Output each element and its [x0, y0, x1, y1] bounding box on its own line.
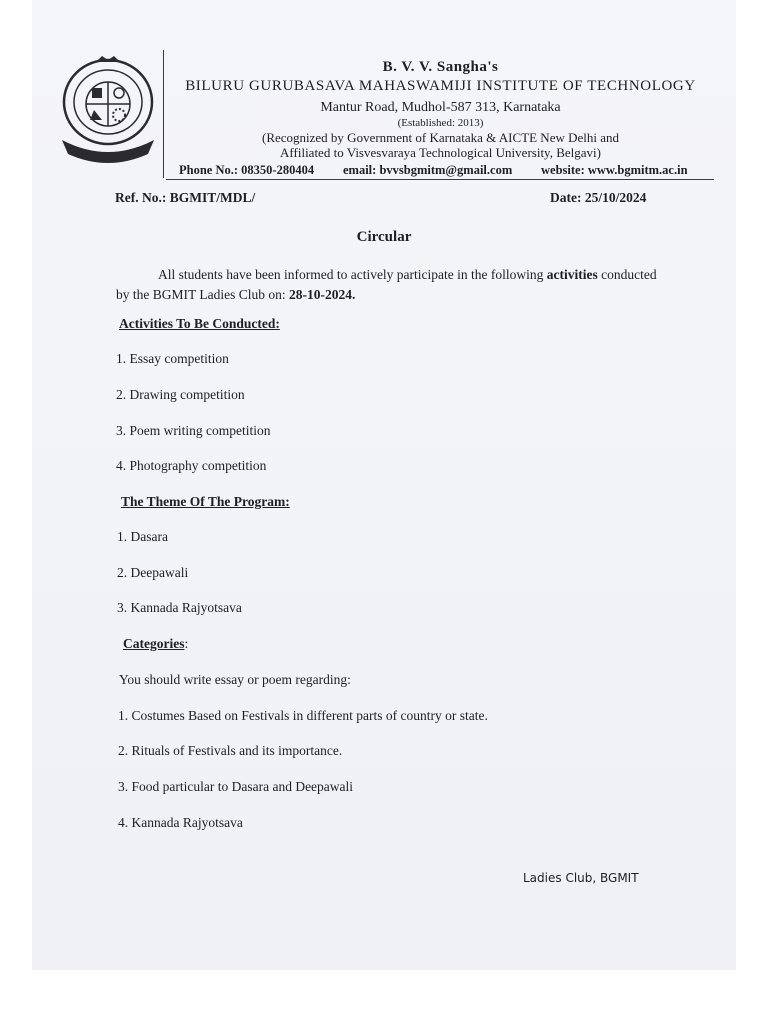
- recognition-text: [168, 130, 713, 160]
- category-item: 4. Kannada Rajyotsava: [118, 815, 243, 830]
- email-address: email: bvvsbgmitm@gmail.com: [343, 163, 513, 177]
- circular-date: Date: 25/10/2024: [550, 190, 647, 205]
- letterhead-horizontal-divider: [166, 179, 714, 180]
- letterhead-vertical-divider: [163, 50, 164, 178]
- intro-bold-date: 28-10-2024.: [289, 287, 356, 302]
- phone-number: Phone No.: 08350-280404: [179, 163, 315, 177]
- theme-item: 1. Dasara: [117, 529, 168, 544]
- categories-heading-colon: :: [184, 636, 189, 651]
- intro-paragraph: [116, 265, 661, 305]
- institute-emblem-logo: [58, 52, 158, 170]
- institute-name: BILURU GURUBASAVA MAHASWAMIJI INSTITUTE OF TECHNOLOGY: [185, 78, 696, 94]
- website-address: website: www.bgmitm.ac.in: [541, 163, 688, 177]
- category-item: 1. Costumes Based on Festivals in different parts of country or state.: [118, 708, 488, 723]
- theme-item: 2. Deepawali: [117, 565, 189, 580]
- page-title: Circular: [356, 229, 412, 245]
- theme-item: 3. Kannada Rajyotsava: [117, 600, 242, 615]
- intro-bold-activities: activities: [546, 267, 598, 282]
- category-item: 3. Food particular to Dasara and Deepawali: [118, 779, 354, 794]
- intro-text-2: conducted by the BGMIT Ladies Club on:: [116, 267, 657, 302]
- activities-heading: Activities To Be Conducted:: [119, 316, 280, 331]
- category-item: 2. Rituals of Festivals and its importance.: [118, 743, 343, 758]
- recognition-line-2: Affiliated to Visvesvaraya Technological University, Belgavi): [280, 145, 601, 160]
- categories-intro: You should write essay or poem regarding:: [119, 672, 351, 687]
- activity-item: 2. Drawing competition: [116, 387, 245, 402]
- categories-heading-text: Categories: [123, 636, 185, 651]
- institute-address: Mantur Road, Mudhol-587 313, Karnataka: [320, 100, 561, 115]
- theme-heading: The Theme Of The Program:: [121, 494, 290, 509]
- sangha-name: B. V. V. Sangha's: [382, 59, 499, 75]
- activity-item: 4. Photography competition: [116, 458, 267, 473]
- intro-text-1: All students have been informed to actively participate in the following: [158, 267, 547, 282]
- signature: Ladies Club, BGMIT: [523, 871, 639, 885]
- established-year: (Established: 2013): [397, 117, 484, 129]
- activity-item: 1. Essay competition: [116, 351, 229, 366]
- recognition-line-1: (Recognized by Government of Karnataka & AICTE New Delhi and: [261, 130, 620, 145]
- reference-number: Ref. No.: BGMIT/MDL/: [115, 190, 256, 205]
- categories-heading: [123, 636, 188, 652]
- activity-item: 3. Poem writing competition: [116, 423, 271, 438]
